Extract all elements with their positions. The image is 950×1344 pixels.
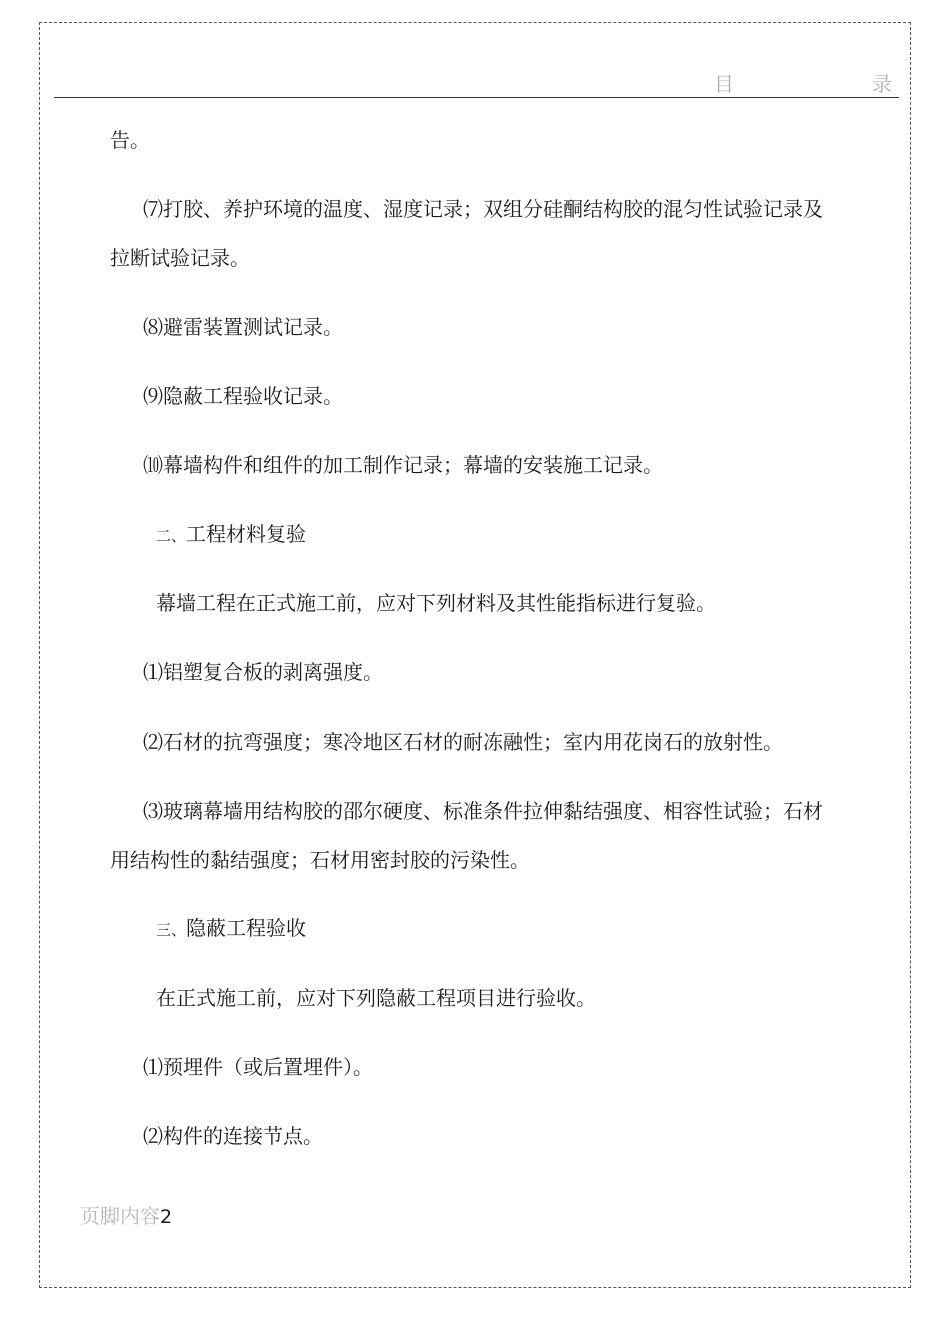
page-footer [80, 1200, 172, 1229]
paragraph-continuation: 告。 [110, 128, 150, 152]
paragraph-material-1: ⑴铝塑复合板的剥离强度。 [143, 660, 383, 684]
paragraph-material-3-line2: 用结构性的黏结强度；石材用密封胶的污染性。 [110, 848, 530, 872]
paragraph-material-3-line1: ⑶玻璃幕墙用结构胶的邵尔硬度、标准条件拉伸黏结强度、相容性试验；石材 [143, 799, 823, 823]
section-heading-2-number: 二、 [156, 527, 187, 545]
page-number: 2 [160, 1206, 173, 1228]
paragraph-hidden-work-2: ⑵构件的连接节点。 [143, 1124, 323, 1148]
footer-label: 页脚内容 [80, 1204, 160, 1228]
header-rule [54, 97, 899, 98]
paragraph-item-8: ⑻避雷装置测试记录。 [143, 315, 343, 339]
paragraph-item-9: ⑼隐蔽工程验收记录。 [143, 384, 343, 408]
paragraph-item-7-line2: 拉断试验记录。 [110, 246, 250, 270]
paragraph-item-7-line1: ⑺打胶、养护环境的温度、湿度记录；双组分硅酮结构胶的混匀性试验记录及 [143, 197, 823, 221]
paragraph-hidden-work-1: ⑴预埋件（或后置埋件）。 [143, 1055, 373, 1079]
paragraph-hidden-works-intro: 在正式施工前，应对下列隐蔽工程项目进行验收。 [156, 986, 596, 1010]
section-heading-2-text: 工程材料复验 [186, 522, 307, 546]
section-heading-3 [156, 916, 306, 942]
paragraph-material-2: ⑵石材的抗弯强度；寒冷地区石材的耐冻融性；室内用花岗石的放射性。 [143, 730, 783, 754]
paragraph-materials-intro: 幕墙工程在正式施工前，应对下列材料及其性能指标进行复验。 [156, 591, 716, 615]
header-title-right: 录 [872, 72, 892, 96]
section-heading-3-number: 三、 [156, 921, 187, 939]
header-title-left: 目 [714, 72, 734, 96]
section-heading-2 [156, 522, 306, 548]
section-heading-3-text: 隐蔽工程验收 [186, 916, 307, 940]
paragraph-item-10: ⑽幕墙构件和组件的加工制作记录；幕墙的安装施工记录。 [143, 453, 663, 477]
